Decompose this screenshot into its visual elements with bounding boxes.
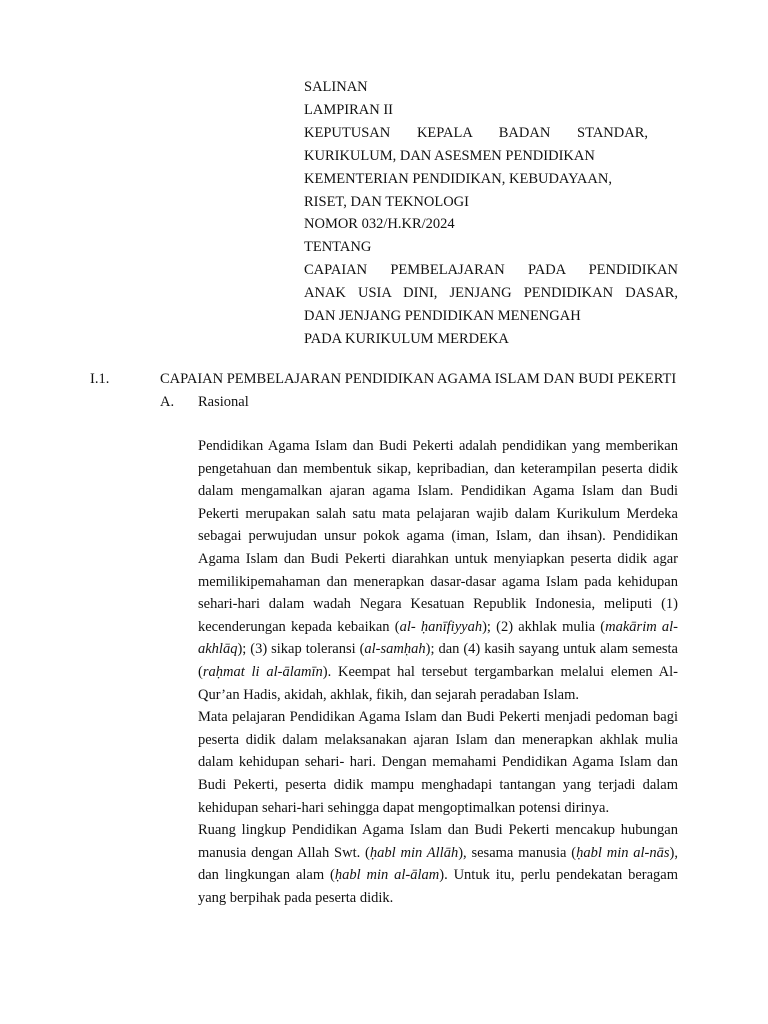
section-title: CAPAIAN PEMBELAJARAN PENDIDIKAN AGAMA ISLAM DAN BUDI PEKERTI [160, 371, 677, 387]
paragraph-3-text-c: ), dan lingkungan alam ( [198, 844, 678, 884]
term-al-hanifiyyah: al- ḥanīfiyyah [399, 618, 483, 635]
body-text [198, 435, 678, 909]
header-line-keputusan: KEPUTUSAN KEPALA BADAN STANDAR, [304, 124, 648, 141]
term-rahmat-li-al-alamin: raḥmat li al-ālamīn [202, 663, 323, 680]
term-habl-min-al-alam: ḥabl min al-ālam [334, 867, 440, 884]
term-makarim-al-akhlaq: makārim al-akhlāq [198, 618, 678, 658]
subsection-row [160, 391, 678, 414]
header-line-kurikulum-merdeka: PADA KURIKULUM MERDEKA [304, 330, 509, 347]
section-heading [90, 368, 678, 413]
paragraph-1-text-a: Pendidikan Agama Islam dan Budi Pekerti adalah pendidikan yang memberikan pengetahuan dan membentuk sikap, kepribadian, dan keterampilan peserta didik dalam mengamalkan ajaran agama Islam. Pendidikan Agama Islam dan Budi Pekerti merupakan salah satu mata pelajaran wajib dalam Kurikulum Merdeka sebagai perwujudan unsur pokok agama (iman, Islam, dan ihsan). Pendidikan Agama Islam dan Budi Pekerti diarahkan untuk menyiapkan peserta didik agar memilikipemahaman dan menerapkan dasar-dasar agama Islam pada kehidupan sehari-hari dalam wadah Negara Kesatuan Republik Indonesia, meliputi (1) kecenderungan kepada kebaikan ( [198, 438, 678, 635]
paragraph-3-text-d: ). Untuk itu, perlu pendekatan beragam yang berpihak pada peserta didik. [198, 867, 678, 906]
paragraph-1 [198, 435, 678, 706]
header-line-lampiran: LAMPIRAN II [304, 101, 394, 118]
subsection-letter: A. [160, 393, 175, 410]
header-line-riset: RISET, DAN TEKNOLOGI [304, 193, 469, 210]
header-line-anak-usia-dini: ANAK USIA DINI, JENJANG PENDIDIKAN DASAR, [304, 285, 678, 302]
paragraph-1-text-d: ); dan (4) kasih sayang untuk alam semesta ( [198, 641, 678, 680]
header-line-jenjang-menengah: DAN JENJANG PENDIDIKAN MENENGAH [304, 308, 581, 325]
subsection-title: Rasional [198, 393, 249, 410]
header-line-nomor: NOMOR 032/H.KR/2024 [304, 216, 455, 233]
term-al-samhah: al-samḥah [364, 641, 426, 658]
paragraph-3-text-a: Ruang lingkup Pendidikan Agama Islam dan Budi Pekerti mencakup hubungan manusia dengan Allah Swt. ( [198, 822, 678, 861]
header-line-capaian: CAPAIAN PEMBELAJARAN PADA PENDIDIKAN [304, 262, 678, 279]
paragraph-1-text-c: ); (3) sikap toleransi ( [237, 641, 365, 658]
header-line-kementerian: KEMENTERIAN PENDIDIKAN, KEBUDAYAAN, [304, 170, 612, 187]
paragraph-2: Mata pelajaran Pendidikan Agama Islam dan Budi Pekerti menjadi pedoman bagi peserta didik dalam melaksanakan ajaran Islam dan menerapkan akhlak mulia dalam kehidupan sehari- hari. Dengan memahami Pendidikan Agama Islam dan Budi Pekerti, peserta didik mampu menghadapi tantangan yang terjadi dalam kehidupan sehari-hari sehingga dapat mengoptimalkan potensi dirinya. [198, 709, 678, 816]
term-habl-min-allah: ḥabl min Allāh [369, 844, 459, 861]
paragraph-3 [198, 819, 678, 909]
header-line-kurikulum: KURIKULUM, DAN ASESMEN PENDIDIKAN [304, 147, 595, 164]
header-line-tentang: TENTANG [304, 239, 372, 256]
paragraph-1-text-b: ); (2) akhlak mulia ( [482, 618, 606, 635]
document-header [304, 76, 678, 351]
header-line-salinan: SALINAN [304, 79, 368, 95]
paragraph-1-text-e: ). Keempat hal tersebut tergambarkan melalui elemen Al-Qur’an Hadis, akidah, akhlak, fikih, dan sejarah peradaban Islam. [198, 663, 678, 703]
paragraph-3-text-b: ), sesama manusia ( [458, 844, 577, 861]
term-habl-min-al-nas: ḥabl min al-nās [576, 844, 670, 861]
section-title-row [90, 368, 678, 391]
section-number: I.1. [90, 371, 110, 387]
